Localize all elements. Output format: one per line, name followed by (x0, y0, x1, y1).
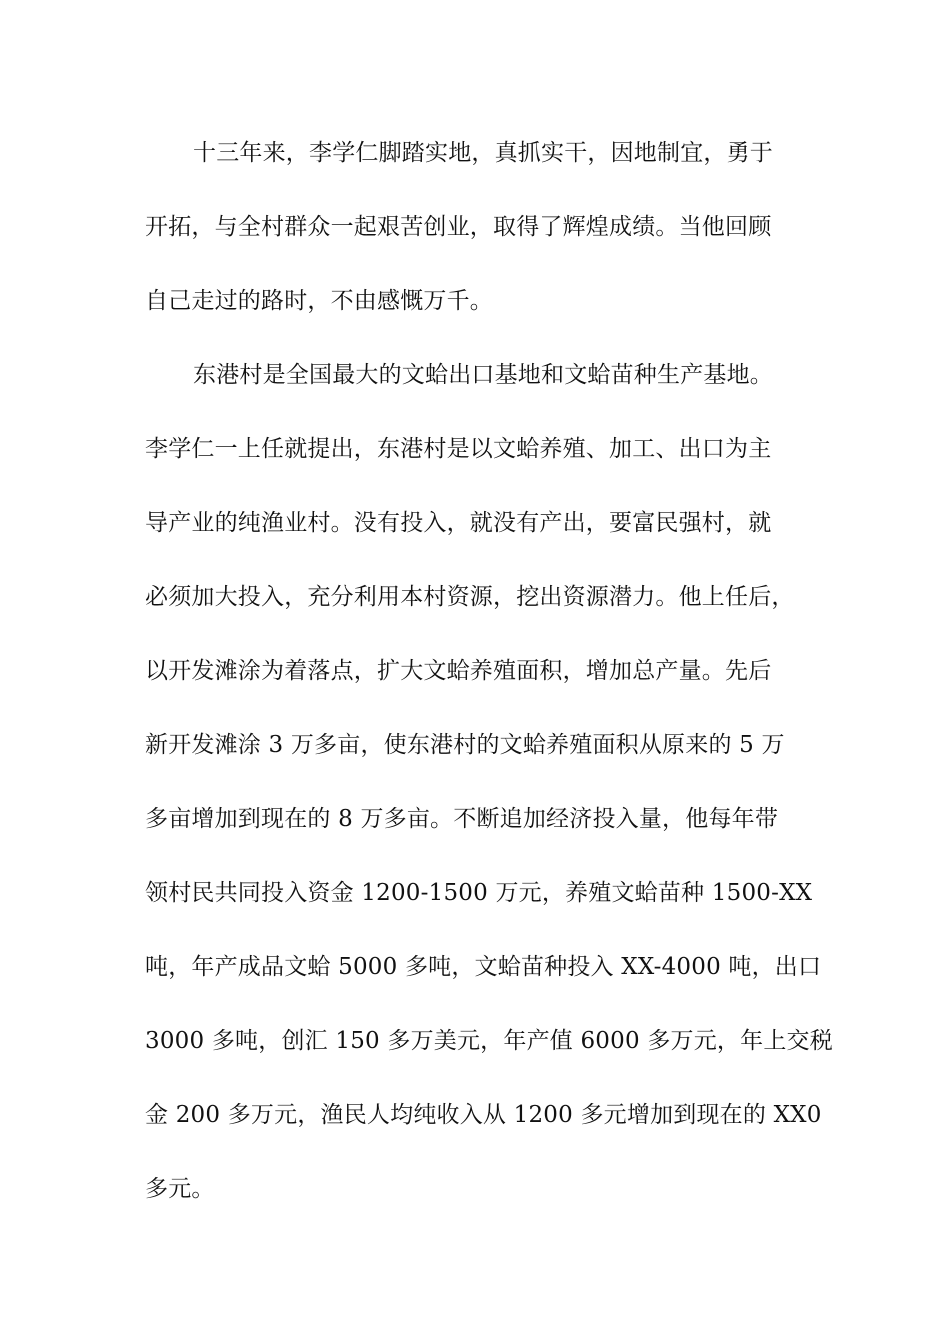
paragraph-line: 多元。 (145, 1176, 215, 1202)
paragraph-line: 李学仁一上任就提出，东港村是以文蛤养殖、加工、出口为主 (145, 436, 772, 462)
paragraph-line: 自己走过的路时，不由感慨万千。 (145, 288, 493, 314)
paragraph-line: 领村民共同投入资金 1200-1500 万元，养殖文蛤苗种 1500-XX (145, 880, 813, 906)
paragraph-line: 多亩增加到现在的 8 万多亩。不断追加经济投入量，他每年带 (145, 806, 779, 832)
paragraph-line: 开拓，与全村群众一起艰苦创业，取得了辉煌成绩。当他回顾 (145, 214, 772, 240)
paragraph-line: 东港村是全国最大的文蛤出口基地和文蛤苗种生产基地。 (193, 362, 773, 388)
paragraph-line: 导产业的纯渔业村。没有投入，就没有产出，要富民强村，就 (145, 510, 772, 536)
paragraph-line: 十三年来，李学仁脚踏实地，真抓实干，因地制宜，勇于 (193, 140, 773, 166)
document-body (145, 132, 835, 1242)
paragraph-line: 必须加大投入，充分利用本村资源，挖出资源潜力。他上任后， (145, 584, 795, 610)
paragraph-1 (145, 132, 835, 354)
paragraph-line: 吨，年产成品文蛤 5000 多吨，文蛤苗种投入 XX-4000 吨，出口 (145, 954, 822, 980)
paragraph-line: 3000 多吨，创汇 150 多万美元，年产值 6000 多万元，年上交税 (145, 1028, 833, 1054)
paragraph-2 (145, 354, 835, 1242)
paragraph-line: 新开发滩涂 3 万多亩，使东港村的文蛤养殖面积从原来的 5 万 (145, 732, 785, 758)
paragraph-line: 以开发滩涂为着落点，扩大文蛤养殖面积，增加总产量。先后 (145, 658, 772, 684)
paragraph-line: 金 200 多万元，渔民人均纯收入从 1200 多元增加到现在的 XX0 (145, 1102, 822, 1128)
